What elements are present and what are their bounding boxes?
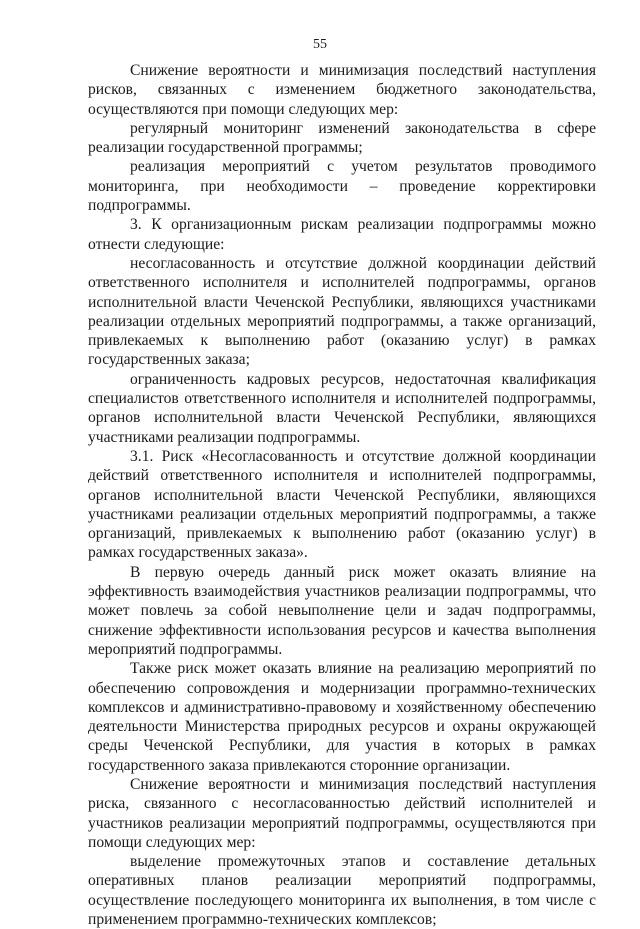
- page-number: 55: [313, 37, 327, 52]
- paragraph: выделение промежуточных этапов и составление детальных оперативных планов реализации мероприятий подпрограммы, осуществление последующего мониторинга их выполнения, в том числе с применением программно-технических комплексов;: [88, 853, 596, 929]
- paragraph: 3.1. Риск «Несогласованность и отсутствие должной координации действий ответственного исполнителя и исполнителей подпрограммы, органов исполнительной власти Чеченской Республики, являющихся участниками реализации отдельных мероприятий подпрограммы, а также организаций, привлекаемых к выполнению работ (оказанию услуг) в рамках государственных заказа».: [88, 447, 596, 562]
- paragraph: несогласованность и отсутствие должной координации действий ответственного исполнителя и исполнителей подпрограммы, органов исполнительной власти Чеченской Республики, являющихся участниками реализации отдельных мероприятий подпрограммы, а также организаций, привлекаемых к выполнению работ (оказанию услуг) в рамках государственных заказа;: [88, 254, 596, 369]
- document-body: [88, 61, 596, 929]
- paragraph: 3. К организационным рискам реализации подпрограммы можно отнести следующие:: [88, 216, 596, 253]
- paragraph: Снижение вероятности и минимизация последствий наступления риска, связанного с несогласованностью действий исполнителей и участников реализации мероприятий подпрограммы, осуществляются при помощи следующих мер:: [88, 775, 596, 851]
- paragraph: реализация мероприятий с учетом результатов проводимого мониторинга, при необходимости – проведение корректировки подпрограммы.: [88, 158, 596, 215]
- paragraph: Также риск может оказать влияние на реализацию мероприятий по обеспечению сопровождения и модернизации программно-технических комплексов и административно-правовому и хозяйственному обеспечению деятельности Министерства природных ресурсов и охраны окружающей среды Чеченской Республики, для участия в которых в рамках государственного заказа привлекаются сторонние организации.: [88, 660, 596, 774]
- paragraph: ограниченность кадровых ресурсов, недостаточная квалификация специалистов ответственного исполнителя и исполнителей подпрограммы, органов исполнительной власти Чеченской Республики, являющихся участниками реализации подпрограммы.: [88, 370, 596, 446]
- paragraph: Снижение вероятности и минимизация последствий наступления рисков, связанных с изменением бюджетного законодательства, осуществляются при помощи следующих мер:: [88, 62, 596, 118]
- paragraph: В первую очередь данный риск может оказать влияние на эффективность взаимодействия участников реализации подпрограммы, что может повлечь за собой невыполнение цели и задач подпрограммы, снижение эффективности использования ресурсов и качества выполнения мероприятий подпрограммы.: [88, 563, 596, 658]
- paragraph: регулярный мониторинг изменений законодательства в сфере реализации государственной программы;: [88, 119, 596, 157]
